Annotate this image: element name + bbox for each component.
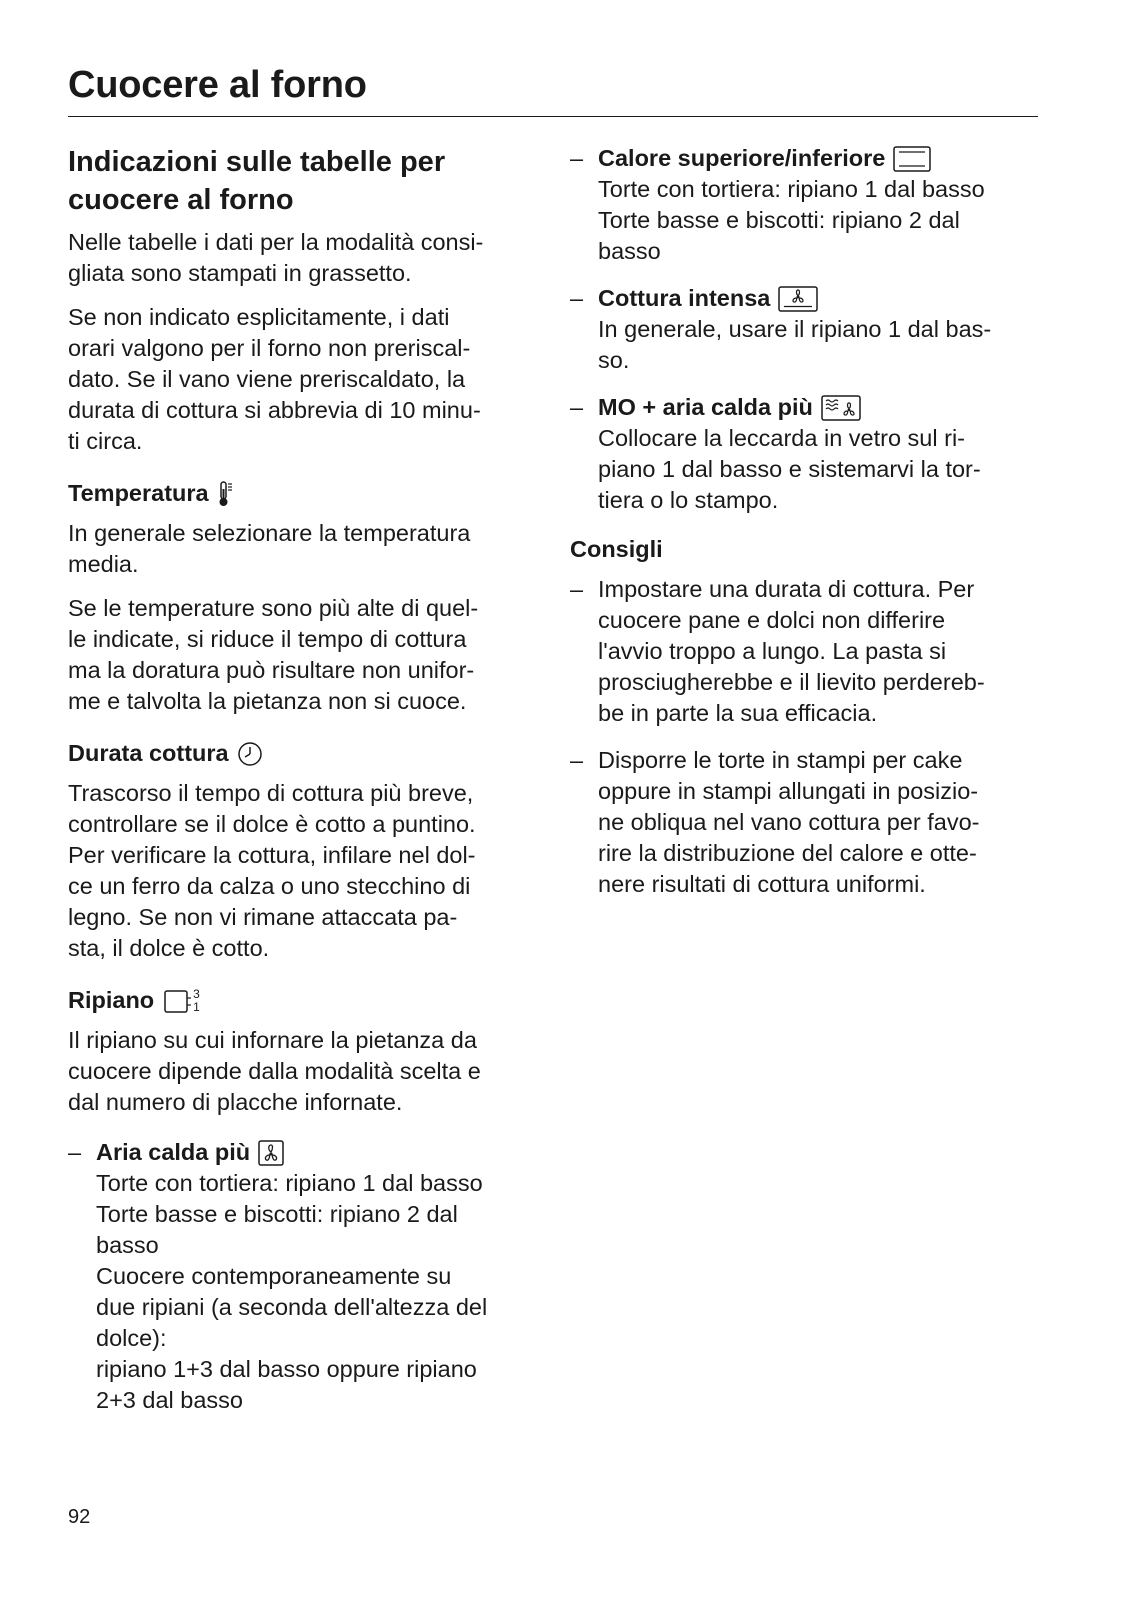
shelf-level-top: 3 — [193, 986, 200, 1001]
cottura-intensa-label: Cottura intensa — [598, 285, 771, 311]
text-line: Torte con tortiera: ripiano 1 dal basso — [96, 1170, 483, 1196]
text-line: so. — [598, 347, 630, 373]
dash-bullet: – — [570, 576, 584, 602]
text-line: ripiano 1+3 dal basso oppure ripiano — [96, 1356, 477, 1382]
text-line: ne obliqua nel vano cottura per favo- — [598, 809, 980, 835]
text-line: Cuocere contemporaneamente su — [96, 1263, 452, 1289]
text-line: cuocere pane e dolci non differire — [598, 607, 946, 633]
text-line: orari valgono per il forno non preriscal- — [68, 335, 471, 361]
section-title-line: Indicazioni sulle tabelle per — [68, 146, 446, 178]
section-title-line: cuocere al forno — [68, 184, 294, 216]
dash-bullet: – — [570, 285, 584, 311]
clock-icon — [237, 741, 263, 767]
cottura-intensa-item — [570, 283, 1040, 376]
consigli-item — [570, 574, 1040, 729]
microwave-fan-icon — [821, 395, 861, 421]
durata-heading — [68, 738, 542, 769]
durata-label: Durata cottura — [68, 740, 229, 766]
shelf-level-icon — [162, 987, 200, 1015]
page-title: Cuocere al forno — [68, 64, 367, 106]
text-line: le indicate, si riduce il tempo di cottura — [68, 626, 467, 652]
dash-bullet: – — [570, 145, 584, 171]
text-line: media. — [68, 551, 139, 577]
ripiano-paragraph — [68, 1025, 542, 1118]
text-line: due ripiani (a seconda dell'altezza del — [96, 1294, 488, 1320]
text-line: Impostare una durata di cottura. Per — [598, 576, 975, 602]
text-line: controllare se il dolce è cotto a puntino. — [68, 811, 476, 837]
text-line: Se le temperature sono più alte di quel- — [68, 595, 479, 621]
temperatura-paragraph — [68, 593, 542, 717]
text-line: Torte basse e biscotti: ripiano 2 dal — [96, 1201, 458, 1227]
temperatura-label: Temperatura — [68, 480, 209, 506]
calore-item — [570, 143, 1040, 267]
text-line: piano 1 dal basso e sistemarvi la tor- — [598, 456, 981, 482]
thermometer-icon — [217, 480, 235, 508]
text-line: be in parte la sua efficacia. — [598, 700, 878, 726]
text-line: ti circa. — [68, 428, 143, 454]
aria-calda-label: Aria calda più — [96, 1139, 251, 1165]
aria-calda-title — [96, 1137, 284, 1168]
text-line: Disporre le torte in stampi per cake — [598, 747, 963, 773]
text-line: Per verificare la cottura, infilare nel dol- — [68, 842, 476, 868]
calore-title — [598, 143, 931, 174]
intro-paragraph — [68, 302, 542, 457]
aria-calda-item — [68, 1137, 542, 1416]
text-line: me e talvolta la pietanza non si cuoce. — [68, 688, 467, 714]
text-line: ce un ferro da calza o uno stecchino di — [68, 873, 471, 899]
left-column — [68, 143, 542, 1432]
header-divider — [68, 116, 1038, 117]
text-line: dal numero di placche infornate. — [68, 1089, 403, 1115]
text-line: l'avvio troppo a lungo. La pasta si — [598, 638, 947, 664]
mo-aria-title — [598, 392, 861, 423]
shelf-level-bottom: 1 — [193, 999, 200, 1014]
text-line: 2+3 dal basso — [96, 1387, 243, 1413]
text-line: tiera o lo stampo. — [598, 487, 779, 513]
text-line: cuocere dipende dalla modalità scelta e — [68, 1058, 481, 1084]
page-number: 92 — [68, 1506, 91, 1528]
text-line: Nelle tabelle i dati per la modalità consi- — [68, 229, 484, 255]
right-column — [570, 143, 1040, 916]
text-line: oppure in stampi allungati in posizio- — [598, 778, 979, 804]
dash-bullet: – — [570, 394, 584, 420]
fan-icon — [258, 1140, 284, 1166]
text-line: In generale selezionare la temperatura — [68, 520, 471, 546]
consigli-label: Consigli — [570, 536, 663, 562]
cottura-intensa-title — [598, 283, 818, 314]
ripiano-heading — [68, 985, 542, 1016]
text-line: Collocare la leccarda in vetro sul ri- — [598, 425, 966, 451]
text-line: Torte con tortiera: ripiano 1 dal basso — [598, 176, 985, 202]
top-bottom-heat-icon — [893, 146, 931, 172]
text-line: durata di cottura si abbrevia di 10 minu- — [68, 397, 481, 423]
text-line: Il ripiano su cui infornare la pietanza da — [68, 1027, 477, 1053]
consigli-heading — [570, 534, 1040, 565]
text-line: basso — [598, 238, 661, 264]
text-line: basso — [96, 1232, 159, 1258]
section-title — [68, 143, 542, 219]
mo-aria-label: MO + aria calda più — [598, 394, 813, 420]
shelf-frame-icon — [162, 987, 192, 1015]
ripiano-label: Ripiano — [68, 987, 155, 1013]
mo-aria-item — [570, 392, 1040, 516]
text-line: Se non indicato esplicitamente, i dati — [68, 304, 450, 330]
text-line: legno. Se non vi rimane attaccata pa- — [68, 904, 458, 930]
temperatura-heading — [68, 478, 542, 509]
text-line: Torte basse e biscotti: ripiano 2 dal — [598, 207, 960, 233]
dash-bullet: – — [68, 1139, 82, 1165]
text-line: gliata sono stampati in grassetto. — [68, 260, 412, 286]
shelf-level-numbers — [193, 988, 200, 1014]
text-line: In generale, usare il ripiano 1 dal bas- — [598, 316, 992, 342]
text-line: prosciugherebbe e il lievito perdereb- — [598, 669, 985, 695]
text-line: Trascorso il tempo di cottura più breve, — [68, 780, 474, 806]
text-line: sta, il dolce è cotto. — [68, 935, 270, 961]
temperatura-paragraph — [68, 518, 542, 580]
durata-paragraph — [68, 778, 542, 964]
dash-bullet: – — [570, 747, 584, 773]
intro-paragraph — [68, 227, 542, 289]
text-line: dolce): — [96, 1325, 167, 1351]
consigli-item — [570, 745, 1040, 900]
intensive-bake-icon — [778, 286, 818, 312]
text-line: rire la distribuzione del calore e otte- — [598, 840, 977, 866]
text-line: ma la doratura può risultare non unifor- — [68, 657, 475, 683]
calore-label: Calore superiore/inferiore — [598, 145, 886, 171]
text-line: nere risultati di cottura uniformi. — [598, 871, 926, 897]
text-line: dato. Se il vano viene preriscaldato, la — [68, 366, 466, 392]
